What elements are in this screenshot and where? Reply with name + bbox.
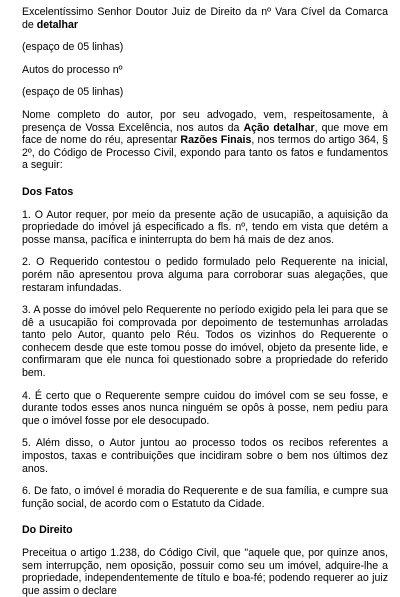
- document-type: Razões Finais: [180, 134, 252, 147]
- action-name: Ação detalhar: [243, 121, 315, 134]
- spacer-note-1: (espaço de 05 linhas): [22, 41, 124, 54]
- section-heading-law: Do Direito: [22, 524, 73, 537]
- facts-paragraph-2: 2. O Requerido contestou o pedido formulado pelo Requerente na inicial, porém não apresentou prova alguma para corroborar suas alegações, que restaram infundadas.: [22, 256, 388, 294]
- intro-text-3: , nos termos do artigo 364, § 2º, do Código de Processo Civil, expondo para tanto os fatos e fundamentos a seguir:: [22, 134, 388, 172]
- spacer-note-2: (espaço de 05 linhas): [22, 86, 124, 99]
- facts-paragraph-4: 4. É certo que o Requerente sempre cuidou do imóvel com se seu fosse, e durante todos esses anos nunca ninguém se opôs à posse, nem pediu para que o imóvel fosse por ele desocupado.: [22, 389, 388, 427]
- facts-paragraph-1: 1. O Autor requer, por meio da presente ação de usucapião, a aquisição da propriedade do imóvel já especificado a fls. nº, tendo em vista que detém a posse mansa, pacífica e ininterrupta do bem há mais de dez anos.: [22, 208, 388, 246]
- facts-paragraph-3: 3. A posse do imóvel pelo Requerente no período exigido pela lei para que se dê a usucapião foi comprovada por depoimento de testemunhas arroladas tanto pelo Autor, quanto pelo Réu. Todos os vizinhos do Requerente o conhecem desde que este tomou posse do imóvel, objeto da presente lide, e confirmaram que ele nunca foi questionado sobre a propriedade do referido bem.: [22, 304, 388, 380]
- facts-paragraph-5: 5. Além disso, o Autor juntou ao processo todos os recibos referentes a impostos, taxas e contribuições que incidiram sobre o bem nos últimos dez anos.: [22, 437, 388, 475]
- case-number: Autos do processo nº: [22, 63, 123, 76]
- intro-text-1: Nome completo do autor, por seu advogado, vem, respeitosamente, à presença de Vossa Excelência, nos autos da: [22, 108, 388, 134]
- court-district: detalhar: [36, 18, 78, 31]
- law-paragraph-1: Preceitua o artigo 1.238, do Código Civil, que "aquele que, por quinze anos, sem interrupção, nem oposição, possuir como seu um imóvel, adquire-lhe a propriedade, independentemente de título e boa-fé; podendo requerer ao juiz que assim o declare: [22, 547, 388, 597]
- intro-paragraph: [22, 109, 388, 172]
- intro-text-2: , que move em face de nome do réu, apresentar: [22, 121, 389, 147]
- court-address-text: Excelentíssimo Senhor Doutor Juiz de Direito da nº Vara Cível da Comarca de: [22, 6, 388, 31]
- section-heading-facts: Dos Fatos: [22, 185, 74, 198]
- petition-document: [22, 6, 388, 597]
- court-address: [22, 6, 388, 31]
- facts-paragraph-6: 6. De fato, o imóvel é moradia do Requerente e de sua família, e cumpre sua função social, de acordo com o Estatuto da Cidade.: [22, 485, 388, 510]
